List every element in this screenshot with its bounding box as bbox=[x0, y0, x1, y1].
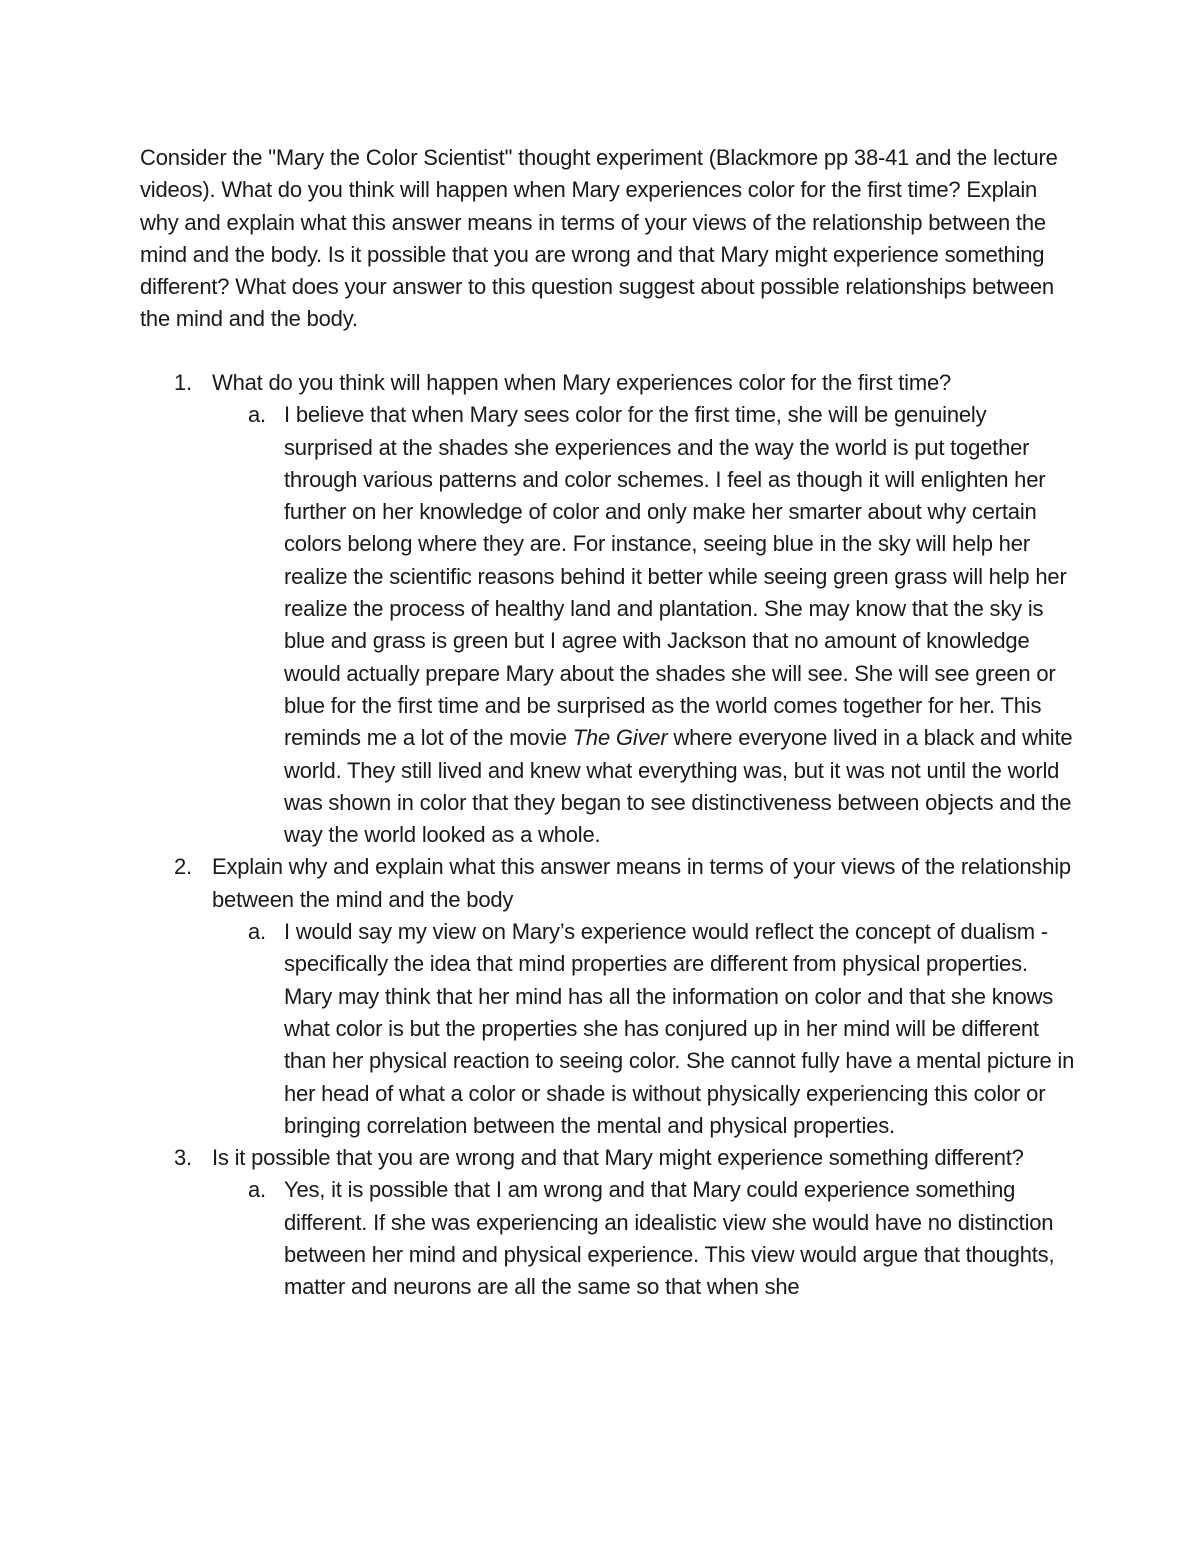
answer-text-part: where everyone lived in a black and white world. They still lived and knew what everything was, but it was not until the world was shown in color that they began to see distinctiveness between objects and the way the world looked as a whole. bbox=[284, 725, 1073, 848]
movie-title: The Giver bbox=[572, 725, 668, 751]
answer-text: I would say my view on Mary’s experience would reflect the concept of dualism - specifically the idea that mind properties are different from physical properties. Mary may think that her mind has all the information on color and that she knows what color is but the properties she has conjured up in her mind will be different than her physical reaction to seeing color. She cannot fully have a mental picture in her head of what a color or shade is without physically experiencing this color or bringing correlation between the mental and physical properties. bbox=[284, 919, 1075, 1138]
question-text: Is it possible that you are wrong and that Mary might experience something different? bbox=[212, 1145, 1024, 1171]
question-item bbox=[140, 851, 1075, 1142]
question-number: 1. bbox=[174, 370, 192, 395]
answer-marker: a. bbox=[248, 402, 266, 428]
question-number: 2. bbox=[174, 854, 192, 880]
answer-marker: a. bbox=[248, 919, 266, 945]
answer-text: Yes, it is possible that I am wrong and that Mary could experience something different. If she was experiencing an idealistic view she would have no distinction between her mind and physical experience. This view would argue that thoughts, matter and neurons are all the same so that when she bbox=[284, 1177, 1055, 1300]
answer-item bbox=[140, 399, 1075, 851]
answer-item bbox=[140, 1174, 1075, 1303]
answer-item bbox=[140, 916, 1075, 1142]
question-number: 3. bbox=[174, 1145, 192, 1171]
question-item bbox=[140, 1142, 1075, 1303]
answer-text-part: I believe that when Mary sees color for the first time, she will be genuinely surprised at the shades she experiences and the way the world is put together through various patterns and color schemes. I feel as though it will enlighten her further on her knowledge of color and only make her smarter about why certain colors belong where they are. For instance, seeing blue in the sky will help her realize the scientific reasons behind it better while seeing green grass will help her realize the process of healthy land and plantation. She may know that the sky is blue and grass is green but I agree with Jackson that no amount of knowledge would actually prepare Mary about the shades she will see. She will see green or blue for the first time and be surprised as the world comes together for her. This reminds me a lot of the movie bbox=[284, 402, 1067, 751]
question-list bbox=[140, 367, 1075, 1304]
question-text: What do you think will happen when Mary experiences color for the first time? bbox=[212, 370, 952, 395]
answer-marker: a. bbox=[248, 1177, 266, 1203]
answer-text bbox=[284, 399, 1075, 851]
question-item bbox=[140, 367, 1075, 851]
question-text: Explain why and explain what this answer means in terms of your views of the relationship between the mind and the body bbox=[212, 854, 1071, 912]
assignment-prompt: Consider the "Mary the Color Scientist" thought experiment (Blackmore pp 38-41 and the lecture videos). What do you think will happen when Mary experiences color for the first time? Explain why and explain what this answer means in terms of your views of the relationship between the mind and the body. Is it possible that you are wrong and that Mary might experience something different? What does your answer to this question suggest about possible relationships between the mind and the body. bbox=[140, 145, 1058, 332]
